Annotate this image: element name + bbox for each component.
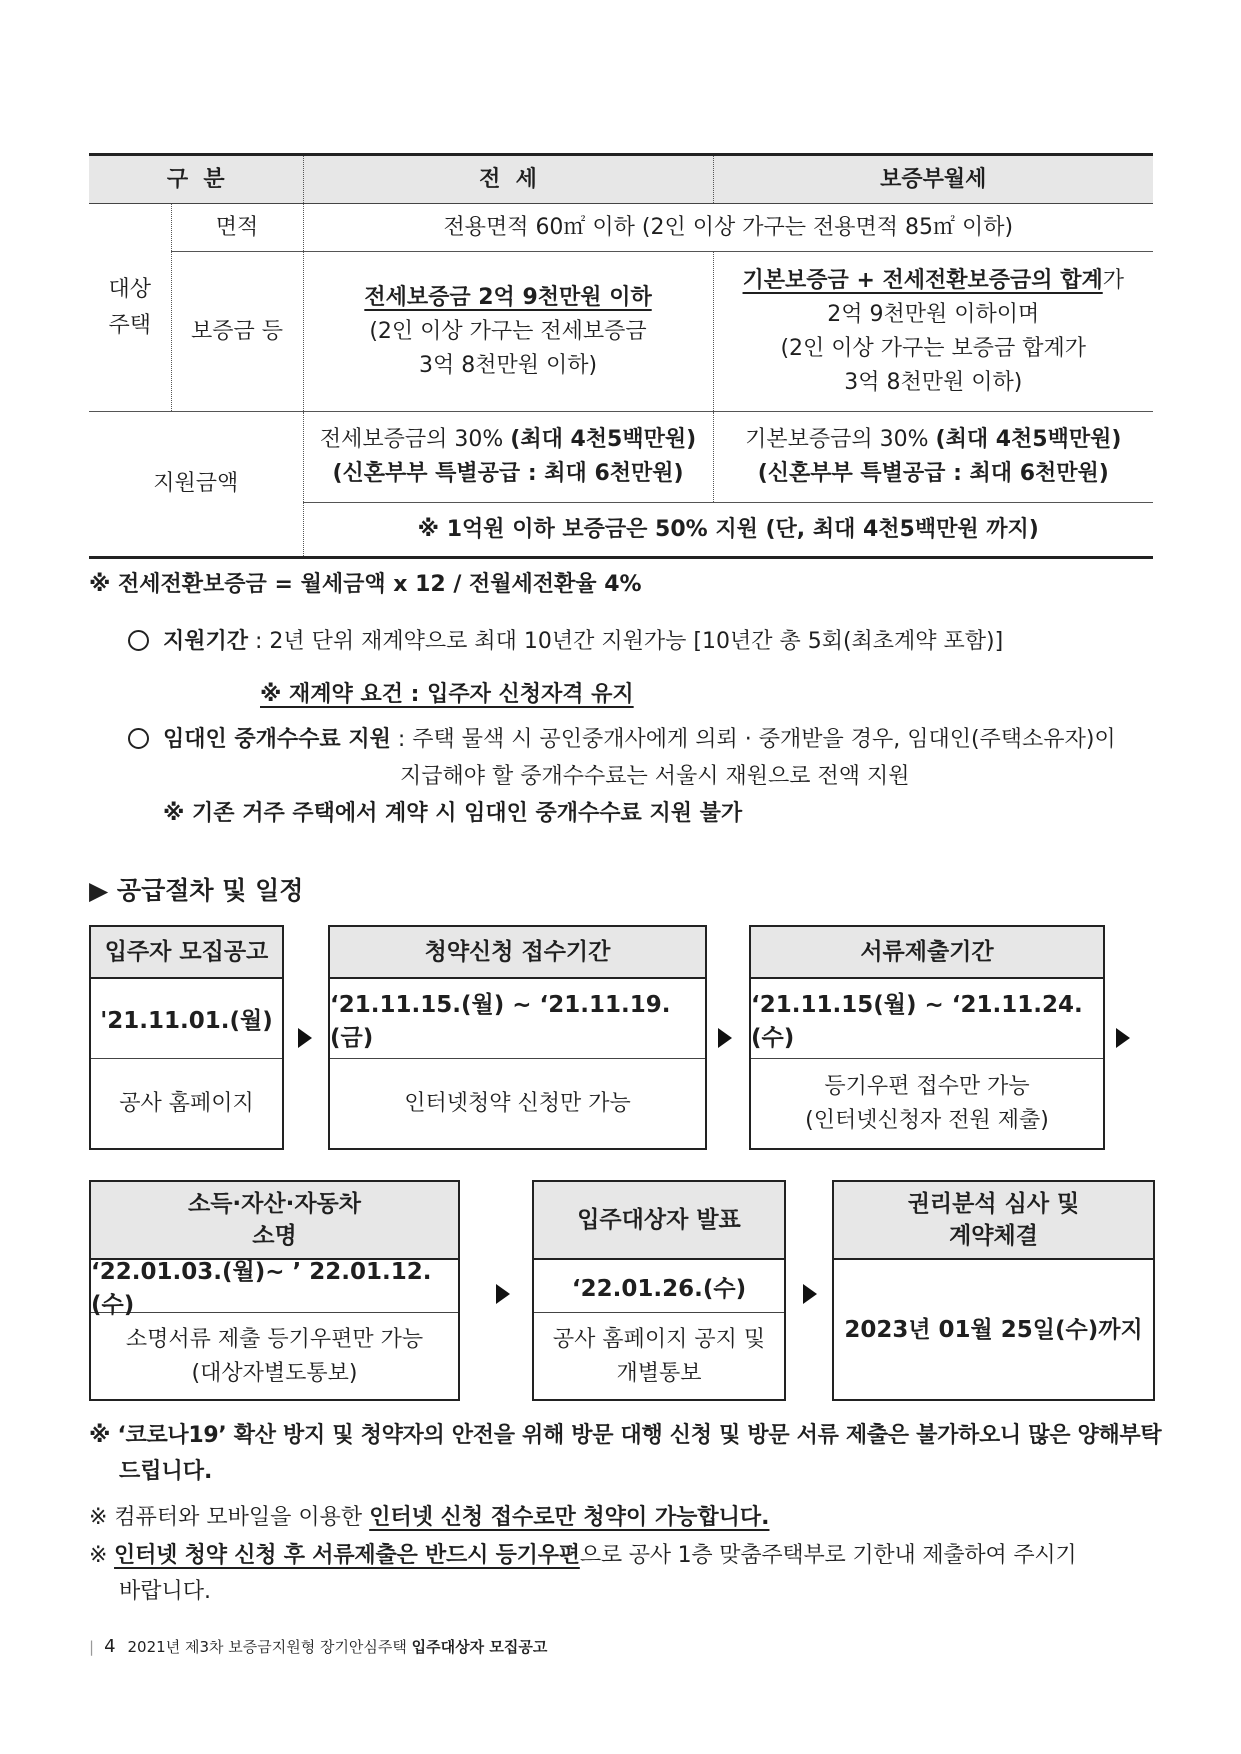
registered-mail-notice: ※ 인터넷 청약 신청 후 서류제출은 반드시 등기우편으로 공사 1층 맞춤주택부로 기한내 제출하여 주시기 바랍니다.	[89, 1543, 1077, 1604]
broker-fee-text-line2: 지급해야 할 중개수수료는 서울시 재원으로 전액 지원	[400, 764, 910, 789]
monthly-deposit-line3: (2인 이상 가구는 보증금 합계가	[780, 335, 1087, 361]
broker-fee-label: 임대인 중개수수료 지원	[163, 727, 391, 752]
page-number: 4	[104, 1636, 116, 1657]
arrow-right-icon	[803, 1284, 817, 1304]
monthly-support-cell: 기본보증금의 30% (최대 4천5백만원) (신혼부부 특별공급 : 최대 6천만원)	[713, 412, 1153, 503]
renewal-requirement-note: ※ 재계약 요건 : 입주자 신청자격 유지	[260, 682, 634, 707]
step-title: 소득·자산·자동차 소명	[91, 1182, 458, 1260]
step-date: ‘22.01.26.(수)	[534, 1260, 784, 1313]
step-note: 공사 홈페이지 공지 및 개별통보	[552, 1326, 766, 1386]
jeonse-deposit-line3: 3억 8천만원 이하)	[418, 352, 598, 378]
step-title: 입주대상자 발표	[534, 1182, 784, 1260]
half-support-note: ※ 1억원 이하 보증금은 50% 지원 (단, 최대 4천5백만원 까지)	[303, 503, 1153, 558]
internet-only-notice: ※ 컴퓨터와 모바일을 이용한 인터넷 신청 접수로만 청약이 가능합니다.	[89, 1505, 770, 1530]
area-text: 전용면적 60㎡ 이하 (2인 이상 가구는 전용면적 85㎡ 이하)	[303, 204, 1153, 252]
step-date: ‘22.01.03.(월)~ ’ 22.01.12.(수)	[91, 1260, 458, 1313]
support-period-label: 지원기간	[163, 629, 249, 654]
step-note: 소명서류 제출 등기우편만 가능 (대상자별도통보)	[125, 1326, 424, 1386]
target-housing-label: 대상 주택	[89, 204, 171, 412]
step-title: 입주자 모집공고	[91, 927, 282, 979]
step-application-period	[328, 925, 707, 1150]
support-period-text: : 2년 단위 재계약으로 최대 10년간 지원가능 [10년간 총 5회(최초계약 포함)]	[248, 629, 1004, 654]
header-jeonse: 전 세	[303, 155, 713, 204]
arrow-right-icon	[298, 1028, 312, 1048]
area-label: 면적	[171, 204, 303, 252]
step-announcement	[532, 1180, 786, 1401]
monthly-deposit-line2: 2억 9천만원 이하이며	[827, 301, 1040, 327]
page-footer: | 4 2021년 제3차 보증금지원형 장기안심주택 입주대상자 모집공고	[89, 1636, 548, 1657]
jeonse-deposit-cell	[303, 252, 713, 412]
step-document-submission	[749, 925, 1105, 1150]
step-title: 청약신청 접수기간	[330, 927, 705, 979]
support-period-item	[128, 627, 1003, 657]
broker-fee-exclusion-note: ※ 기존 거주 주택에서 계약 시 임대인 중개수수료 지원 불가	[163, 801, 743, 826]
step-date: '21.11.01.(월)	[91, 979, 282, 1059]
footer-text: 2021년 제3차 보증금지원형 장기안심주택	[127, 1638, 412, 1656]
conversion-formula-note: ※ 전세전환보증금 = 월세금액 x 12 / 전월세전환율 4%	[89, 572, 642, 597]
jeonse-support-cell: 전세보증금의 30% (최대 4천5백만원) (신혼부부 특별공급 : 최대 6천만원)	[303, 412, 713, 503]
step-date: ‘21.11.15.(월) ~ ‘21.11.19.(금)	[330, 979, 705, 1059]
header-category: 구 분	[89, 155, 303, 204]
step-rights-review-contract	[832, 1180, 1155, 1401]
section-title: ▶ 공급절차 및 일정	[89, 876, 304, 905]
monthly-deposit-cell: 기본보증금 + 전세전환보증금의 합계가 2억 9천만원 이하이며 (2인 이상 가구는 보증금 합계가 3억 8천만원 이하)	[713, 252, 1153, 412]
broker-fee-item	[128, 725, 1116, 755]
circle-bullet-icon	[128, 630, 149, 651]
monthly-deposit-line4: 3억 8천만원 이하)	[844, 369, 1023, 395]
jeonse-deposit-limit: 전세보증금 2억 9천만원 이하	[364, 284, 652, 310]
deposit-label: 보증금 등	[171, 252, 303, 412]
step-recruitment-notice	[89, 925, 284, 1150]
jeonse-deposit-line2: (2인 이상 가구는 전세보증금	[369, 318, 647, 344]
step-title: 서류제출기간	[751, 927, 1103, 979]
arrow-right-icon	[718, 1028, 732, 1048]
step-note: 공사 홈페이지	[119, 1091, 254, 1116]
corona-notice: ※ ‘코로나19’ 확산 방지 및 청약자의 안전을 위해 방문 대행 신청 및 방문 서류 제출은 불가하오니 많은 양해부탁 드립니다.	[89, 1423, 1162, 1484]
arrow-right-icon	[496, 1284, 510, 1304]
circle-bullet-icon	[128, 728, 149, 749]
header-monthly: 보증부월세	[713, 155, 1153, 204]
step-deadline: 2023년 01월 25일(수)까지	[844, 1316, 1143, 1343]
footer-bold-text: 입주대상자 모집공고	[411, 1638, 548, 1656]
eligibility-table	[89, 153, 1153, 559]
monthly-deposit-limit: 기본보증금 + 전세전환보증금의 합계	[742, 267, 1103, 293]
broker-fee-text: : 주택 물색 시 공인중개사에게 의뢰 · 중개받을 경우, 임대인(주택소유자)이	[390, 727, 1116, 752]
step-date: ‘21.11.15(월) ~ ‘21.11.24.(수)	[751, 979, 1103, 1059]
step-note: 등기우편 접수만 가능 (인터넷신청자 전원 제출)	[805, 1074, 1049, 1133]
step-title: 권리분석 심사 및 계약체결	[834, 1182, 1153, 1260]
step-income-asset-verification	[89, 1180, 460, 1401]
arrow-right-icon	[1116, 1028, 1130, 1048]
support-label: 지원금액	[89, 412, 303, 558]
step-note: 인터넷청약 신청만 가능	[404, 1091, 631, 1116]
